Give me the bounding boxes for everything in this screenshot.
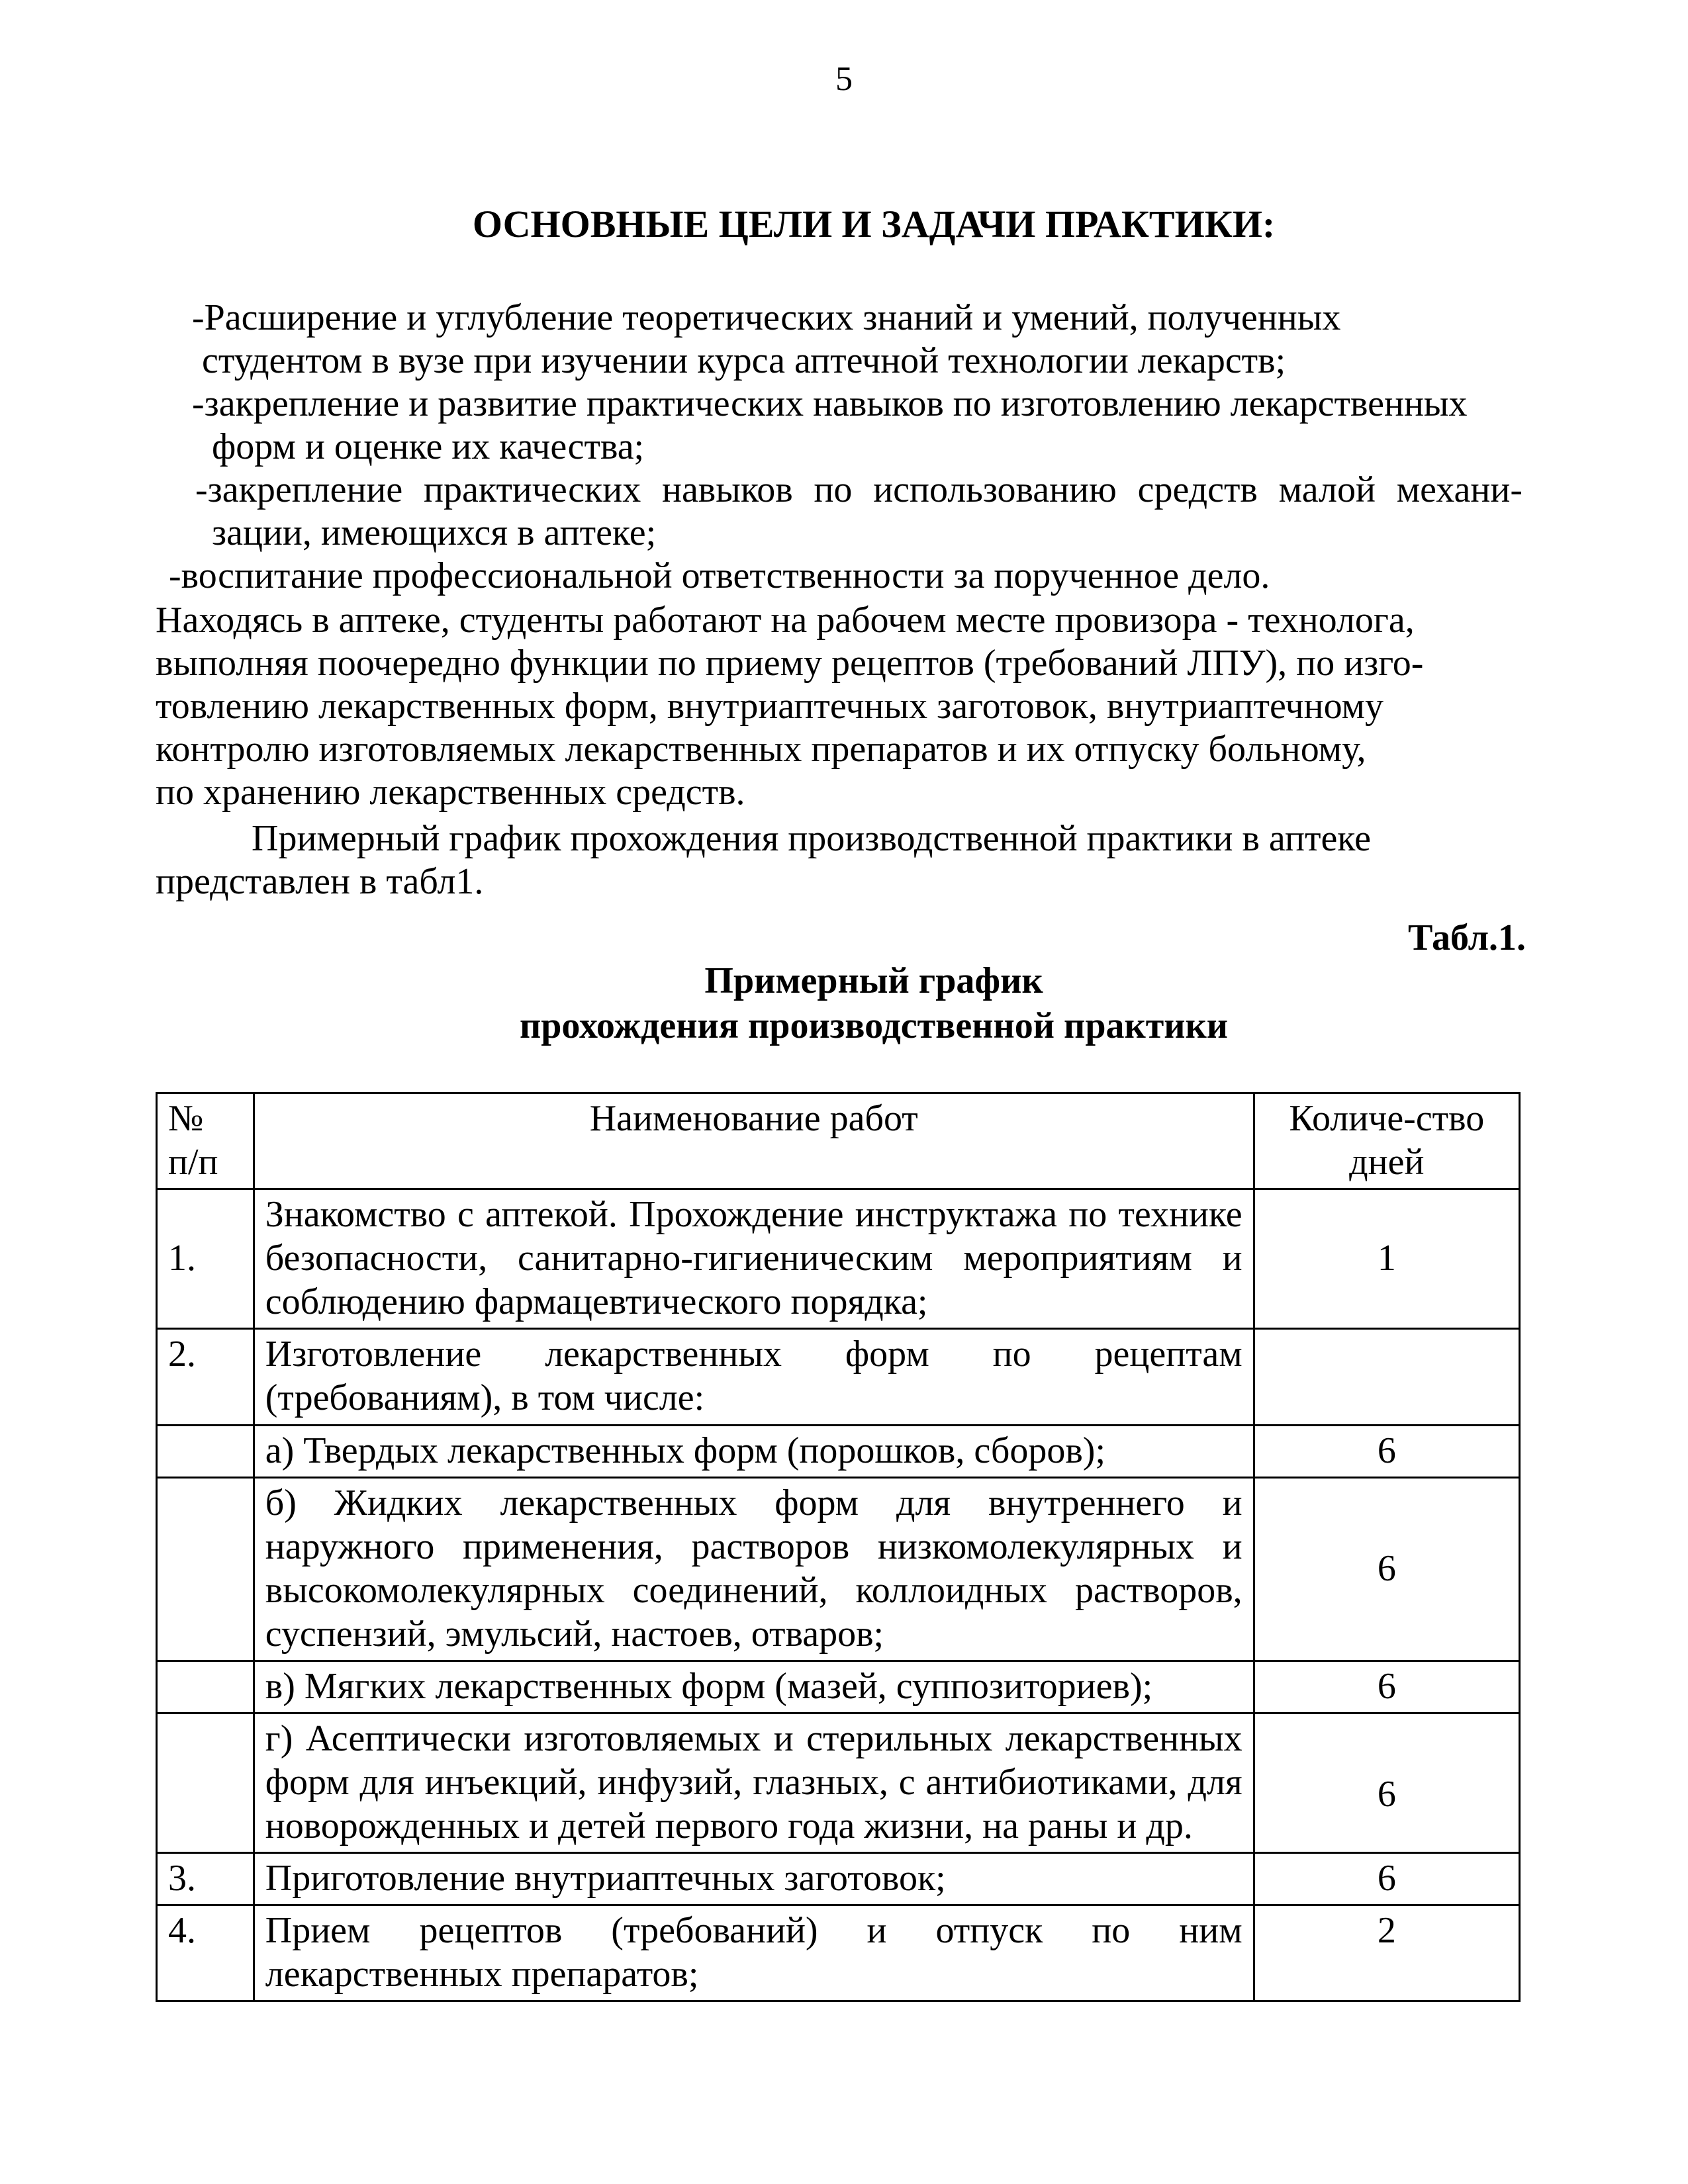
table-row	[157, 1189, 1520, 1329]
schedule-table	[156, 1092, 1521, 2002]
row-num	[157, 1477, 254, 1661]
table-label: Табл.1.	[1408, 917, 1526, 958]
header-num: № п/п	[157, 1093, 254, 1189]
goal-2-line-2: форм и оценке их качества;	[212, 426, 645, 467]
header-days: Количе-ство дней	[1254, 1093, 1519, 1189]
table-title-line-1: Примерный график	[704, 960, 1043, 1001]
row-num: 1.	[157, 1189, 254, 1329]
table-row	[157, 1661, 1520, 1713]
table-title-line-2: прохождения производственной практики	[519, 1005, 1229, 1046]
row-days: 1	[1254, 1189, 1519, 1329]
paragraph-1-line-1: Находясь в аптеке, студенты работают на рабочем месте провизора - технолога,	[156, 600, 1415, 641]
paragraph-2-line-1: Примерный график прохождения производственной практики в аптеке	[252, 818, 1371, 859]
row-num: 2.	[157, 1329, 254, 1425]
paragraph-1-line-2: выполняя поочередно функции по приему рецептов (требований ЛПУ), по изго-	[156, 643, 1424, 684]
goal-3-line-2: зации, имеющихся в аптеке;	[212, 512, 657, 553]
row-days: 6	[1254, 1661, 1519, 1713]
row-work: г) Асептически изготовляемых и стерильных лекарственных форм для инъекций, инфузий, глазных, с антибиотиками, для новорожденных и детей первого года жизни, на раны и др.	[254, 1713, 1254, 1853]
row-num	[157, 1425, 254, 1477]
table-header-row	[157, 1093, 1520, 1189]
header-work: Наименование работ	[254, 1093, 1254, 1189]
row-num	[157, 1713, 254, 1853]
goal-3-line-1: -закрепление практических навыков по использованию средств малой механи-	[195, 469, 1523, 510]
section-heading: ОСНОВНЫЕ ЦЕЛИ И ЗАДАЧИ ПРАКТИКИ:	[472, 203, 1276, 246]
row-num: 3.	[157, 1853, 254, 1905]
paragraph-1-line-5: по хранению лекарственных средств.	[156, 772, 745, 813]
row-work: Изготовление лекарственных форм по рецептам (требованиям), в том числе:	[254, 1329, 1254, 1425]
row-days	[1254, 1329, 1519, 1425]
paragraph-1-line-4: контролю изготовляемых лекарственных препаратов и их отпуску больному,	[156, 729, 1366, 770]
row-days: 6	[1254, 1425, 1519, 1477]
row-work: Приготовление внутриаптечных заготовок;	[254, 1853, 1254, 1905]
goal-1-line-1: -Расширение и углубление теоретических знаний и умений, полученных	[192, 297, 1341, 338]
goal-2-line-1: -закрепление и развитие практических навыков по изготовлению лекарственных	[192, 383, 1468, 424]
table-row	[157, 1905, 1520, 2001]
row-work: б) Жидких лекарственных форм для внутреннего и наружного применения, растворов низкомолекулярных и высокомолекулярных соединений, коллоидных растворов, суспензий, эмульсий, настоев, отваров;	[254, 1477, 1254, 1661]
row-work: Знакомство с аптекой. Прохождение инструктажа по технике безопасности, санитарно-гигиеническим мероприятиям и соблюдению фармацевтического порядка;	[254, 1189, 1254, 1329]
row-work: в) Мягких лекарственных форм (мазей, суппозиториев);	[254, 1661, 1254, 1713]
table-row	[157, 1477, 1520, 1661]
paragraph-1-line-3: товлению лекарственных форм, внутриаптечных заготовок, внутриаптечному	[156, 686, 1383, 727]
row-days: 2	[1254, 1905, 1519, 2001]
row-days: 6	[1254, 1713, 1519, 1853]
table-row	[157, 1329, 1520, 1425]
table-row	[157, 1853, 1520, 1905]
paragraph-2-line-2: представлен в табл1.	[156, 861, 484, 902]
row-work: а) Твердых лекарственных форм (порошков, сборов);	[254, 1425, 1254, 1477]
row-num: 4.	[157, 1905, 254, 2001]
row-num	[157, 1661, 254, 1713]
row-days: 6	[1254, 1477, 1519, 1661]
table-row	[157, 1713, 1520, 1853]
goal-1-line-2: студентом в вузе при изучении курса аптечной технологии лекарств;	[202, 340, 1286, 381]
goal-4-line-1: -воспитание профессиональной ответственности за порученное дело.	[169, 555, 1270, 596]
row-days: 6	[1254, 1853, 1519, 1905]
page-number: 5	[835, 60, 853, 98]
table-row	[157, 1425, 1520, 1477]
row-work: Прием рецептов (требований) и отпуск по ним лекарственных препаратов;	[254, 1905, 1254, 2001]
